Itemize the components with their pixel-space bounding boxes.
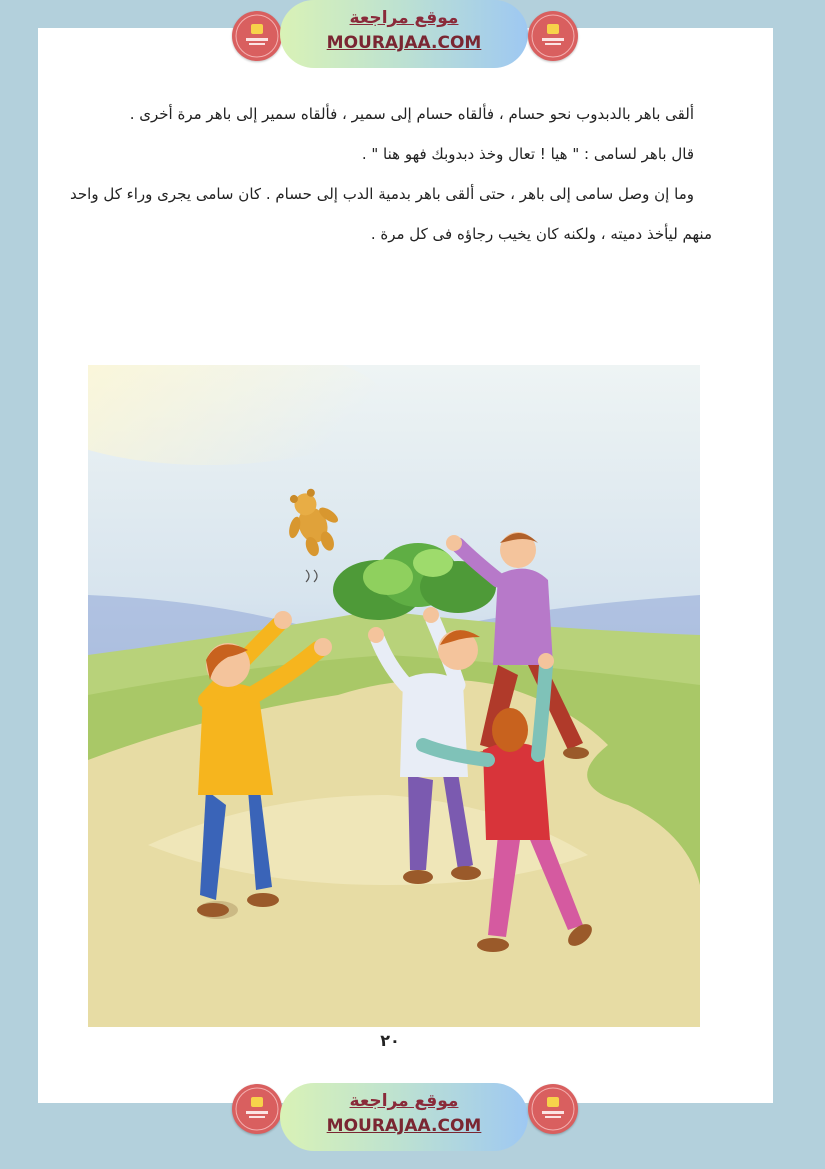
page-number: ٢٠ [380,1031,400,1050]
watermark-arabic[interactable]: موقع مراجعة [349,1091,459,1111]
watermark-latin[interactable]: MOURAJAA.COM [326,33,482,53]
watermark-banner[interactable] [280,1083,528,1151]
watermark-latin[interactable]: MOURAJAA.COM [326,1116,482,1136]
site-logo-seal [232,1084,282,1134]
watermark-banner[interactable] [280,0,528,68]
story-paragraph-1: ألقى باهر بالدبدوب نحو حسام ، فألقاه حسام إلى سمير ، فألقاه سمير إلى باهر مرة أخرى . [129,105,694,123]
story-paragraph-3: وما إن وصل سامى إلى باهر ، حتى ألقى باهر بدمية الدب إلى حسام . كان سامى يجرى وراء كل واحد منهم ليأخذ دميته ، ولكنه كان يخيب رجاؤه فى كل مرة . [70,185,712,243]
watermark-arabic[interactable]: موقع مراجعة [349,8,459,28]
story-illustration [88,365,700,1027]
story-paragraph-2: قال باهر لسامى : " هيا ! تعال وخذ دبدوبك فهو هنا " . [361,145,694,163]
site-logo-seal [528,1084,578,1134]
story-text [70,94,712,254]
site-logo-seal [528,11,578,61]
site-logo-seal [232,11,282,61]
